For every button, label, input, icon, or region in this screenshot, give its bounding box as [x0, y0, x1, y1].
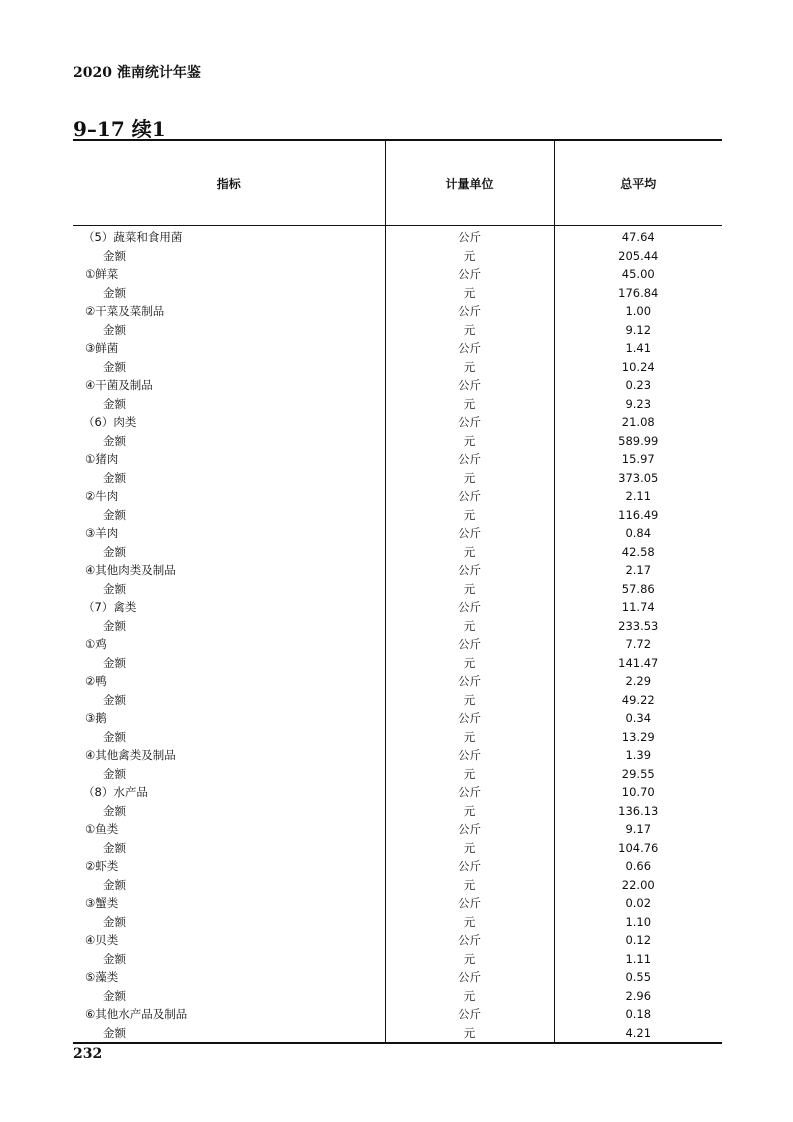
table-row [73, 247, 722, 266]
table-row [73, 931, 722, 950]
row-unit: 公斤 [385, 746, 554, 765]
row-unit: 元 [385, 580, 554, 599]
row-indicator: 金额 [103, 396, 126, 411]
row-indicator: （7）禽类 [83, 600, 137, 614]
row-unit: 公斤 [385, 672, 554, 691]
table-row [73, 226, 722, 247]
row-indicator: 金额 [103, 803, 126, 818]
row-unit: 公斤 [385, 931, 554, 950]
row-indicator: 金额 [103, 359, 126, 374]
row-average: 2.11 [554, 487, 722, 506]
table-row [73, 413, 722, 432]
row-unit: 公斤 [385, 1005, 554, 1024]
row-indicator: ①猪肉 [85, 452, 119, 466]
row-indicator: 金额 [103, 544, 126, 559]
row-indicator: ⑥其他水产品及制品 [85, 1007, 188, 1021]
table-row [73, 265, 722, 284]
row-average: 0.12 [554, 931, 722, 950]
row-unit: 元 [385, 728, 554, 747]
row-unit: 公斤 [385, 226, 554, 247]
row-unit: 公斤 [385, 894, 554, 913]
row-average: 176.84 [554, 284, 722, 303]
row-unit: 公斤 [385, 561, 554, 580]
row-average: 42.58 [554, 543, 722, 562]
row-unit: 元 [385, 1024, 554, 1044]
table-body [73, 226, 722, 1044]
row-indicator: ②牛肉 [85, 489, 119, 503]
row-unit: 元 [385, 506, 554, 525]
row-unit: 公斤 [385, 376, 554, 395]
table-title: 9–17 续1 [73, 117, 166, 141]
row-indicator: ③鲜菌 [85, 341, 119, 355]
row-average: 205.44 [554, 247, 722, 266]
row-average: 9.23 [554, 395, 722, 414]
table-row [73, 635, 722, 654]
row-unit: 元 [385, 395, 554, 414]
row-indicator: （5）蔬菜和食用菌 [83, 230, 183, 244]
row-unit: 元 [385, 950, 554, 969]
row-average: 11.74 [554, 598, 722, 617]
table-row [73, 709, 722, 728]
row-average: 0.34 [554, 709, 722, 728]
table-row [73, 524, 722, 543]
row-indicator: 金额 [103, 655, 126, 670]
row-average: 1.39 [554, 746, 722, 765]
table-row [73, 284, 722, 303]
row-indicator: 金额 [103, 692, 126, 707]
row-average: 9.12 [554, 321, 722, 340]
row-indicator: （8）水产品 [83, 785, 148, 799]
row-average: 233.53 [554, 617, 722, 636]
row-average: 0.84 [554, 524, 722, 543]
row-indicator: 金额 [103, 988, 126, 1003]
row-average: 7.72 [554, 635, 722, 654]
row-average: 136.13 [554, 802, 722, 821]
row-indicator: ③蟹类 [85, 896, 119, 910]
table-row [73, 358, 722, 377]
table-row [73, 487, 722, 506]
row-unit: 元 [385, 432, 554, 451]
column-header-average: 总平均 [554, 140, 722, 226]
row-average: 2.96 [554, 987, 722, 1006]
row-average: 29.55 [554, 765, 722, 784]
table-row [73, 302, 722, 321]
row-unit: 元 [385, 284, 554, 303]
row-unit: 公斤 [385, 968, 554, 987]
row-average: 0.18 [554, 1005, 722, 1024]
table-row [73, 339, 722, 358]
row-average: 373.05 [554, 469, 722, 488]
row-average: 57.86 [554, 580, 722, 599]
table-row [73, 376, 722, 395]
row-indicator: ②虾类 [85, 859, 119, 873]
table-row [73, 820, 722, 839]
table-row [73, 561, 722, 580]
row-average: 1.00 [554, 302, 722, 321]
row-unit: 公斤 [385, 339, 554, 358]
table-row [73, 913, 722, 932]
row-indicator: ②鸭 [85, 674, 107, 688]
row-indicator: ④贝类 [85, 933, 119, 947]
row-average: 0.23 [554, 376, 722, 395]
row-unit: 元 [385, 543, 554, 562]
row-indicator: ③羊肉 [85, 526, 119, 540]
table-row [73, 1005, 722, 1024]
row-average: 10.24 [554, 358, 722, 377]
table-row [73, 987, 722, 1006]
table-row [73, 450, 722, 469]
table-row [73, 691, 722, 710]
table-row [73, 1024, 722, 1044]
row-average: 49.22 [554, 691, 722, 710]
row-average: 22.00 [554, 876, 722, 895]
row-unit: 公斤 [385, 413, 554, 432]
row-average: 0.55 [554, 968, 722, 987]
column-header-unit: 计量单位 [385, 140, 554, 226]
row-average: 141.47 [554, 654, 722, 673]
running-head: 2020 淮南统计年鉴 [73, 65, 201, 81]
row-average: 4.21 [554, 1024, 722, 1044]
row-unit: 公斤 [385, 783, 554, 802]
row-average: 21.08 [554, 413, 722, 432]
table-row [73, 580, 722, 599]
row-unit: 公斤 [385, 820, 554, 839]
table-row [73, 506, 722, 525]
table-row [73, 894, 722, 913]
row-unit: 公斤 [385, 524, 554, 543]
statistics-table [73, 139, 722, 1044]
row-unit: 公斤 [385, 635, 554, 654]
table-row [73, 654, 722, 673]
row-indicator: 金额 [103, 729, 126, 744]
table-row [73, 543, 722, 562]
table-row [73, 672, 722, 691]
row-indicator: 金额 [103, 581, 126, 596]
row-indicator: 金额 [103, 470, 126, 485]
row-average: 1.41 [554, 339, 722, 358]
row-unit: 元 [385, 913, 554, 932]
row-indicator: 金额 [103, 322, 126, 337]
table-row [73, 839, 722, 858]
row-average: 1.11 [554, 950, 722, 969]
row-indicator: ④其他禽类及制品 [85, 748, 176, 762]
row-average: 15.97 [554, 450, 722, 469]
row-unit: 元 [385, 802, 554, 821]
row-indicator: ④干菌及制品 [85, 378, 153, 392]
row-unit: 元 [385, 765, 554, 784]
row-unit: 公斤 [385, 265, 554, 284]
row-indicator: 金额 [103, 507, 126, 522]
row-indicator: 金额 [103, 248, 126, 263]
row-indicator: ②干菜及菜制品 [85, 304, 165, 318]
row-indicator: 金额 [103, 951, 126, 966]
row-unit: 公斤 [385, 487, 554, 506]
row-indicator: 金额 [103, 433, 126, 448]
row-indicator: 金额 [103, 766, 126, 781]
table-row [73, 950, 722, 969]
row-average: 45.00 [554, 265, 722, 284]
row-unit: 元 [385, 654, 554, 673]
row-average: 0.02 [554, 894, 722, 913]
row-indicator: ③鹅 [85, 711, 107, 725]
row-average: 104.76 [554, 839, 722, 858]
row-unit: 公斤 [385, 302, 554, 321]
table-row [73, 746, 722, 765]
table-header [73, 140, 722, 226]
row-indicator: 金额 [103, 877, 126, 892]
row-unit: 元 [385, 691, 554, 710]
table-row [73, 968, 722, 987]
row-average: 2.29 [554, 672, 722, 691]
row-average: 589.99 [554, 432, 722, 451]
row-unit: 元 [385, 617, 554, 636]
table-row [73, 432, 722, 451]
row-unit: 元 [385, 987, 554, 1006]
row-average: 2.17 [554, 561, 722, 580]
row-unit: 元 [385, 321, 554, 340]
row-unit: 元 [385, 247, 554, 266]
row-indicator: 金额 [103, 285, 126, 300]
row-unit: 公斤 [385, 857, 554, 876]
row-indicator: （6）肉类 [83, 415, 137, 429]
table-row [73, 802, 722, 821]
row-indicator: ⑤藻类 [85, 970, 119, 984]
row-average: 9.17 [554, 820, 722, 839]
column-header-indicator: 指标 [73, 140, 385, 226]
row-unit: 元 [385, 839, 554, 858]
table-row [73, 321, 722, 340]
table-row [73, 857, 722, 876]
row-indicator: 金额 [103, 914, 126, 929]
row-indicator: ①鲜菜 [85, 267, 119, 281]
table-row [73, 765, 722, 784]
row-indicator: 金额 [103, 618, 126, 633]
row-indicator: ④其他肉类及制品 [85, 563, 176, 577]
row-unit: 公斤 [385, 450, 554, 469]
table-row [73, 469, 722, 488]
table-row [73, 617, 722, 636]
row-average: 47.64 [554, 226, 722, 247]
table-row [73, 876, 722, 895]
row-unit: 元 [385, 469, 554, 488]
row-indicator: ①鱼类 [85, 822, 119, 836]
page-number: 232 [73, 1046, 103, 1062]
row-indicator: 金额 [103, 840, 126, 855]
row-average: 1.10 [554, 913, 722, 932]
row-indicator: 金额 [73, 1024, 385, 1044]
table-row [73, 598, 722, 617]
statistics-table-container [73, 139, 722, 1044]
row-average: 13.29 [554, 728, 722, 747]
row-average: 10.70 [554, 783, 722, 802]
row-unit: 元 [385, 876, 554, 895]
row-unit: 公斤 [385, 598, 554, 617]
table-row [73, 728, 722, 747]
row-indicator: ①鸡 [85, 637, 107, 651]
row-unit: 公斤 [385, 709, 554, 728]
row-average: 116.49 [554, 506, 722, 525]
table-row [73, 783, 722, 802]
row-average: 0.66 [554, 857, 722, 876]
row-unit: 元 [385, 358, 554, 377]
table-row [73, 395, 722, 414]
